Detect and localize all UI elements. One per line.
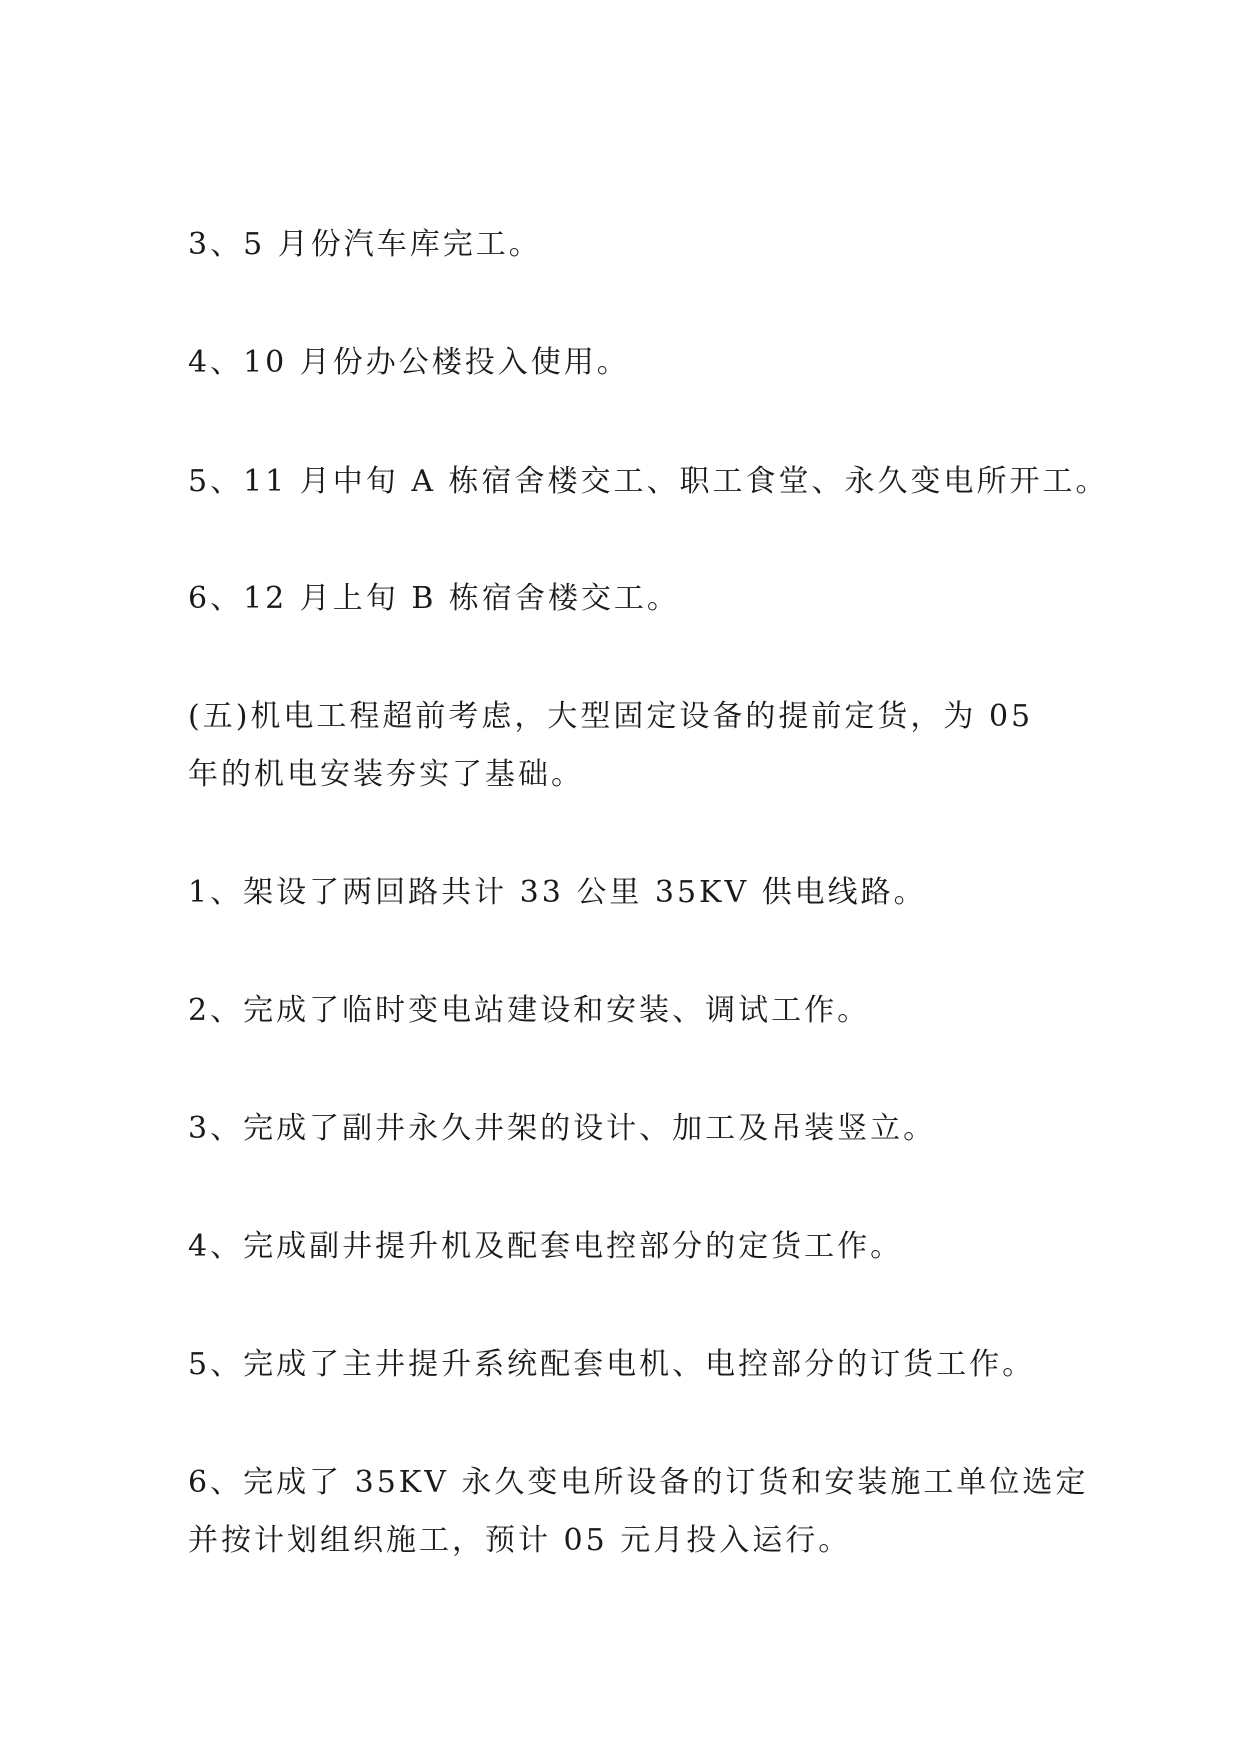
paragraph-line: 4、完成副井提升机及配套电控部分的定货工作。 <box>188 1229 904 1264</box>
paragraph-line: 6、完成了 35KV 永久变电所设备的订货和安装施工单位选定 <box>188 1465 1089 1500</box>
paragraph-item-2 <box>188 982 1068 1040</box>
paragraph-line: 5、11 月中旬 A 栋宿舍楼交工、职工食堂、永久变电所开工。 <box>188 464 1109 499</box>
paragraph-item-6 <box>188 570 1068 628</box>
paragraph-item-3b <box>188 1100 1068 1158</box>
paragraph-item-4 <box>188 334 1068 392</box>
paragraph-line: 3、完成了副井永久井架的设计、加工及吊装竖立。 <box>188 1111 937 1146</box>
paragraph-line: 1、架设了两回路共计 33 公里 35KV 供电线路。 <box>188 875 927 910</box>
paragraph-item-1 <box>188 864 1068 922</box>
paragraph-line: 2、完成了临时变电站建设和安装、调试工作。 <box>188 993 871 1028</box>
paragraph-item-3 <box>188 216 1068 274</box>
paragraph-line: 3、5 月份汽车库完工。 <box>188 227 542 262</box>
paragraph-line: 5、完成了主井提升系统配套电机、电控部分的订货工作。 <box>188 1347 1036 1382</box>
paragraph-item-5 <box>188 453 1109 511</box>
paragraph-item-4b <box>188 1218 1068 1276</box>
section-heading-5 <box>188 688 1068 804</box>
paragraph-item-5b <box>188 1336 1068 1394</box>
paragraph-line: 6、12 月上旬 B 栋宿舍楼交工。 <box>188 581 680 616</box>
paragraph-line: (五)机电工程超前考虑，大型固定设备的提前定货，为 05 <box>188 699 1034 734</box>
paragraph-item-6b <box>188 1454 1089 1570</box>
paragraph-line: 4、10 月份办公楼投入使用。 <box>188 345 630 380</box>
paragraph-line: 年的机电安装夯实了基础。 <box>188 757 584 792</box>
paragraph-line: 并按计划组织施工，预计 05 元月投入运行。 <box>188 1523 852 1558</box>
